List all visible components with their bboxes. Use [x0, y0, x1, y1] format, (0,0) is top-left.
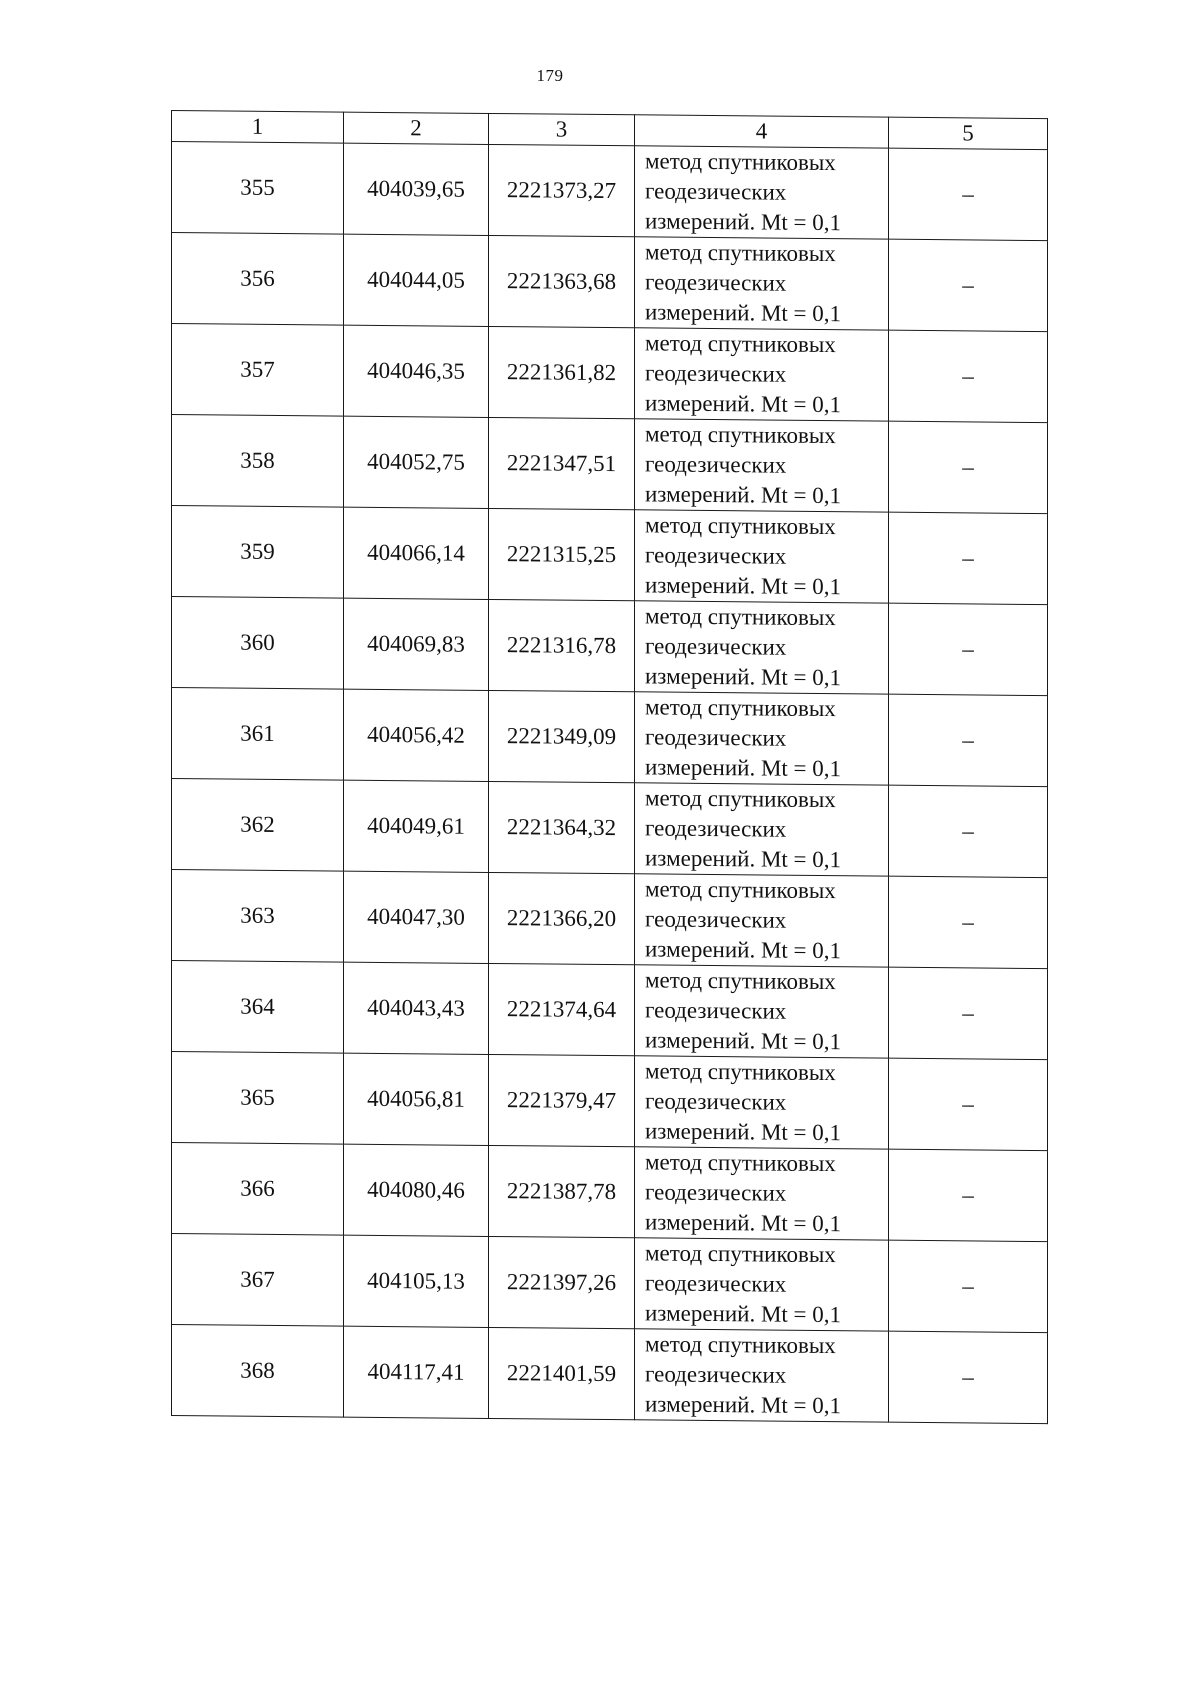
table-row	[172, 415, 1048, 514]
method-line: метод спутниковых	[645, 512, 836, 540]
x-coordinate-cell: 404049,61	[344, 780, 489, 872]
method-line: метод спутниковых	[645, 603, 836, 631]
method-line: метод спутниковых	[645, 694, 836, 722]
table-row	[172, 597, 1048, 696]
y-coordinate-cell: 2221379,47	[489, 1054, 635, 1146]
method-line: метод спутниковых	[645, 1058, 836, 1086]
method-line: геодезических	[645, 633, 787, 660]
table-row	[172, 142, 1048, 241]
method-line: метод спутниковых	[645, 421, 836, 449]
method-line: измерений. Mt = 0,1	[645, 845, 842, 873]
method-line: измерений. Mt = 0,1	[645, 663, 842, 691]
point-number-cell: 368	[172, 1325, 344, 1418]
y-coordinate-cell: 2221401,59	[489, 1327, 635, 1419]
method-line: метод спутниковых	[645, 785, 836, 813]
method-line: измерений. Mt = 0,1	[645, 1027, 842, 1055]
point-number-cell: 363	[172, 870, 344, 963]
table-body	[172, 111, 1048, 1424]
method-line: геодезических	[645, 997, 787, 1024]
y-coordinate-cell: 2221387,78	[489, 1145, 635, 1237]
note-cell: –	[889, 148, 1048, 240]
y-coordinate-cell: 2221366,20	[489, 872, 635, 964]
note-cell: –	[889, 239, 1048, 331]
method-line: измерений. Mt = 0,1	[645, 1300, 842, 1328]
point-number-cell: 367	[172, 1234, 344, 1327]
method-cell	[635, 1056, 889, 1149]
method-line: геодезических	[645, 1179, 787, 1206]
y-coordinate-cell: 2221373,27	[489, 144, 635, 236]
method-line: измерений. Mt = 0,1	[645, 572, 842, 600]
method-cell	[635, 965, 889, 1058]
table-row	[172, 1234, 1048, 1333]
table-row	[172, 1325, 1048, 1424]
point-number-cell: 357	[172, 324, 344, 417]
method-cell	[635, 237, 889, 330]
method-line: геодезических	[645, 724, 787, 751]
y-coordinate-cell: 2221349,09	[489, 690, 635, 782]
note-cell: –	[889, 785, 1048, 877]
table-row	[172, 1143, 1048, 1242]
method-line: геодезических	[645, 1270, 787, 1297]
column-header: 4	[635, 115, 889, 148]
y-coordinate-cell: 2221347,51	[489, 417, 635, 509]
table-row	[172, 961, 1048, 1060]
note-cell: –	[889, 1331, 1048, 1423]
x-coordinate-cell: 404043,43	[344, 962, 489, 1054]
method-cell	[635, 1329, 889, 1422]
point-number-cell: 356	[172, 233, 344, 326]
page-number: 179	[536, 66, 564, 85]
point-number-cell: 359	[172, 506, 344, 599]
method-line: метод спутниковых	[645, 967, 836, 995]
table-row	[172, 324, 1048, 423]
point-number-cell: 364	[172, 961, 344, 1054]
y-coordinate-cell: 2221374,64	[489, 963, 635, 1055]
table-row	[172, 870, 1048, 969]
method-line: измерений. Mt = 0,1	[645, 299, 842, 327]
method-cell	[635, 783, 889, 876]
method-line: измерений. Mt = 0,1	[645, 390, 842, 418]
method-line: метод спутниковых	[645, 1240, 836, 1268]
method-cell	[635, 692, 889, 785]
x-coordinate-cell: 404044,05	[344, 234, 489, 326]
y-coordinate-cell: 2221316,78	[489, 599, 635, 691]
x-coordinate-cell: 404117,41	[344, 1326, 489, 1418]
method-cell	[635, 601, 889, 694]
method-line: геодезических	[645, 815, 787, 842]
x-coordinate-cell: 404105,13	[344, 1235, 489, 1327]
y-coordinate-cell: 2221397,26	[489, 1236, 635, 1328]
method-cell	[635, 146, 889, 239]
method-cell	[635, 1147, 889, 1240]
method-line: геодезических	[645, 269, 787, 296]
method-line: измерений. Mt = 0,1	[645, 936, 842, 964]
note-cell: –	[889, 330, 1048, 422]
x-coordinate-cell: 404046,35	[344, 325, 489, 417]
note-cell: –	[889, 876, 1048, 968]
method-line: метод спутниковых	[645, 876, 836, 904]
point-number-cell: 360	[172, 597, 344, 690]
table-row	[172, 233, 1048, 332]
method-line: геодезических	[645, 542, 787, 569]
x-coordinate-cell: 404080,46	[344, 1144, 489, 1236]
point-number-cell: 355	[172, 142, 344, 235]
method-cell	[635, 874, 889, 967]
method-line: метод спутниковых	[645, 1149, 836, 1177]
method-line: геодезических	[645, 360, 787, 387]
method-line: геодезических	[645, 451, 787, 478]
note-cell: –	[889, 603, 1048, 695]
method-line: метод спутниковых	[645, 239, 836, 267]
coordinates-table	[171, 110, 1048, 1424]
method-line: метод спутниковых	[645, 1331, 836, 1359]
method-line: измерений. Mt = 0,1	[645, 481, 842, 509]
method-cell	[635, 419, 889, 512]
column-header: 2	[344, 112, 489, 144]
note-cell: –	[889, 967, 1048, 1059]
note-cell: –	[889, 512, 1048, 604]
method-line: метод спутниковых	[645, 148, 836, 176]
column-header: 1	[172, 111, 344, 144]
note-cell: –	[889, 421, 1048, 513]
table-row	[172, 779, 1048, 878]
column-header: 5	[889, 117, 1048, 149]
column-header: 3	[489, 113, 635, 145]
method-line: геодезических	[645, 178, 787, 205]
y-coordinate-cell: 2221361,82	[489, 326, 635, 418]
x-coordinate-cell: 404066,14	[344, 507, 489, 599]
x-coordinate-cell: 404047,30	[344, 871, 489, 963]
method-line: метод спутниковых	[645, 330, 836, 358]
point-number-cell: 365	[172, 1052, 344, 1145]
method-cell	[635, 1238, 889, 1331]
note-cell: –	[889, 1149, 1048, 1241]
note-cell: –	[889, 1240, 1048, 1332]
x-coordinate-cell: 404052,75	[344, 416, 489, 508]
x-coordinate-cell: 404056,42	[344, 689, 489, 781]
y-coordinate-cell: 2221363,68	[489, 235, 635, 327]
x-coordinate-cell: 404069,83	[344, 598, 489, 690]
x-coordinate-cell: 404056,81	[344, 1053, 489, 1145]
method-line: измерений. Mt = 0,1	[645, 1118, 842, 1146]
point-number-cell: 366	[172, 1143, 344, 1236]
method-line: геодезических	[645, 1361, 787, 1388]
y-coordinate-cell: 2221364,32	[489, 781, 635, 873]
method-line: измерений. Mt = 0,1	[645, 1209, 842, 1237]
x-coordinate-cell: 404039,65	[344, 143, 489, 235]
point-number-cell: 361	[172, 688, 344, 781]
method-line: геодезических	[645, 1088, 787, 1115]
method-cell	[635, 510, 889, 603]
point-number-cell: 362	[172, 779, 344, 872]
note-cell: –	[889, 1058, 1048, 1150]
method-cell	[635, 328, 889, 421]
method-line: измерений. Mt = 0,1	[645, 754, 842, 782]
method-line: геодезических	[645, 906, 787, 933]
note-cell: –	[889, 694, 1048, 786]
table-row	[172, 506, 1048, 605]
table-row	[172, 688, 1048, 787]
method-line: измерений. Mt = 0,1	[645, 1391, 842, 1419]
y-coordinate-cell: 2221315,25	[489, 508, 635, 600]
point-number-cell: 358	[172, 415, 344, 508]
method-line: измерений. Mt = 0,1	[645, 208, 842, 236]
table-row	[172, 1052, 1048, 1151]
